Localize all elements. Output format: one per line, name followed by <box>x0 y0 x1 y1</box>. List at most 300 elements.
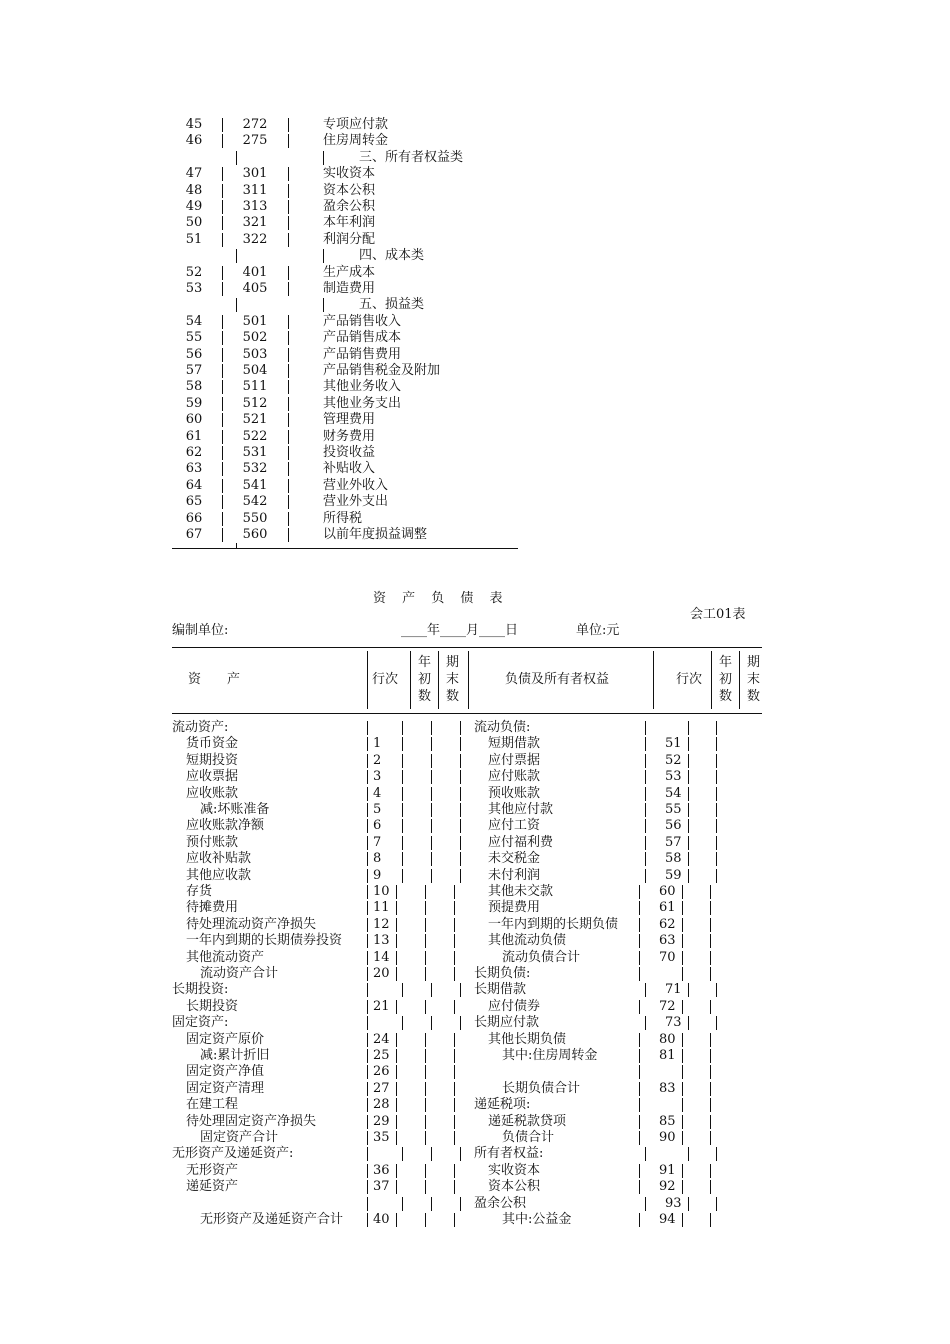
row-rule <box>682 1033 683 1047</box>
row-rule <box>367 754 368 768</box>
liability-row-no: 59 <box>665 867 682 883</box>
asset-row-no: 36 <box>373 1162 390 1178</box>
row-rule <box>460 737 461 751</box>
asset-item: 固定资产: <box>172 1015 229 1031</box>
account-separator <box>288 331 289 345</box>
row-rule <box>645 737 646 751</box>
asset-item: 其他应收款 <box>186 867 252 883</box>
row-rule <box>645 1197 646 1211</box>
account-name: 生产成本 <box>323 264 376 280</box>
row-rule <box>682 901 683 915</box>
liability-item: 其中:公益金 <box>502 1212 572 1227</box>
row-rule <box>688 852 689 866</box>
table-header-rule <box>172 713 762 714</box>
account-separator <box>222 364 223 378</box>
account-separator <box>288 380 289 394</box>
row-rule <box>688 787 689 801</box>
row-rule <box>367 1000 368 1014</box>
account-code: 512 <box>242 395 268 411</box>
row-rule <box>682 1000 683 1014</box>
row-rule <box>639 1131 640 1145</box>
row-rule <box>688 983 689 997</box>
account-separator <box>222 512 223 526</box>
asset-item: 固定资产净值 <box>186 1064 265 1080</box>
row-rule <box>682 934 683 948</box>
account-seq: 63 <box>185 461 203 477</box>
account-separator <box>222 216 223 230</box>
account-seq: 61 <box>185 428 203 444</box>
asset-item: 一年内到期的长期债券投资 <box>186 933 343 949</box>
account-code: 272 <box>242 117 268 132</box>
account-code: 503 <box>242 346 268 362</box>
asset-row-no: 4 <box>373 785 382 801</box>
account-separator <box>288 282 289 296</box>
row-rule <box>639 1065 640 1079</box>
row-rule <box>716 754 717 768</box>
header-column-rule <box>468 651 469 709</box>
account-code: 504 <box>242 363 268 378</box>
row-rule <box>396 1180 397 1194</box>
asset-item: 固定资产原价 <box>186 1031 265 1047</box>
row-rule <box>425 1115 426 1129</box>
row-rule <box>367 819 368 833</box>
account-separator <box>288 364 289 378</box>
liability-row-no: 60 <box>659 884 676 899</box>
liability-row-no: 94 <box>659 1212 676 1227</box>
account-separator <box>222 495 223 509</box>
section-separator <box>323 298 324 312</box>
row-rule <box>688 803 689 817</box>
header-begin: 年 <box>418 655 432 670</box>
liability-item: 长期借款 <box>474 982 527 998</box>
header-end: 末 <box>446 672 460 687</box>
asset-item: 无形资产及递延资产: <box>172 1146 294 1162</box>
account-code: 550 <box>242 510 268 526</box>
row-rule <box>367 967 368 981</box>
account-seq: 53 <box>185 281 203 296</box>
row-rule <box>688 1147 689 1161</box>
liability-item: 应付债券 <box>488 998 541 1014</box>
asset-row-no: 27 <box>373 1080 390 1096</box>
row-rule <box>402 869 403 883</box>
row-rule <box>639 1115 640 1129</box>
account-separator <box>288 495 289 509</box>
row-rule <box>682 1115 683 1129</box>
asset-row-no: 40 <box>373 1212 390 1227</box>
asset-item: 无形资产及递延资产合计 <box>200 1212 344 1227</box>
row-rule <box>454 1115 455 1129</box>
account-name: 利润分配 <box>323 231 376 247</box>
row-rule <box>367 901 368 915</box>
header-end: 末 <box>747 672 761 687</box>
row-rule <box>396 1049 397 1063</box>
account-separator <box>288 462 289 476</box>
header-column-rule <box>367 651 368 709</box>
row-rule <box>402 1197 403 1211</box>
liability-row-no: 81 <box>659 1048 676 1063</box>
row-rule <box>425 934 426 948</box>
row-rule <box>367 1147 368 1161</box>
row-rule <box>710 1164 711 1178</box>
row-rule <box>710 1115 711 1129</box>
asset-row-no: 28 <box>373 1097 390 1113</box>
row-rule <box>682 1082 683 1096</box>
account-separator <box>222 528 223 542</box>
liability-item: 其他流动负债 <box>488 933 567 949</box>
account-name: 实收资本 <box>323 166 376 182</box>
row-rule <box>454 1049 455 1063</box>
asset-row-no: 13 <box>373 933 390 949</box>
account-seq: 58 <box>185 379 203 395</box>
row-rule <box>688 721 689 735</box>
liability-item: 长期应付款 <box>474 1015 540 1031</box>
account-code: 311 <box>242 182 268 198</box>
header-begin: 年 <box>719 655 733 670</box>
row-rule <box>367 918 368 932</box>
row-rule <box>460 852 461 866</box>
row-rule <box>396 1131 397 1145</box>
row-rule <box>645 803 646 817</box>
row-rule <box>688 1197 689 1211</box>
account-code: 313 <box>242 199 268 214</box>
account-separator <box>288 233 289 247</box>
row-rule <box>645 1016 646 1030</box>
liability-row-no: 62 <box>659 916 676 932</box>
row-rule <box>688 754 689 768</box>
row-rule <box>425 951 426 965</box>
row-rule <box>716 869 717 883</box>
row-rule <box>716 819 717 833</box>
row-rule <box>688 836 689 850</box>
asset-row-no: 7 <box>373 834 382 850</box>
row-rule <box>454 1000 455 1014</box>
row-rule <box>425 1033 426 1047</box>
account-separator <box>222 380 223 394</box>
section-separator <box>236 249 237 263</box>
asset-item: 预付账款 <box>186 834 239 850</box>
row-rule <box>402 803 403 817</box>
row-rule <box>431 852 432 866</box>
row-rule <box>639 1049 640 1063</box>
row-rule <box>367 1213 368 1227</box>
row-rule <box>682 1180 683 1194</box>
account-separator <box>222 134 223 148</box>
row-rule <box>402 737 403 751</box>
row-rule <box>367 1098 368 1112</box>
row-rule <box>425 901 426 915</box>
account-separator <box>222 331 223 345</box>
header-end: 数 <box>747 689 761 704</box>
row-rule <box>367 1115 368 1129</box>
account-separator <box>288 528 289 542</box>
row-rule <box>454 885 455 899</box>
row-rule <box>460 836 461 850</box>
account-seq: 46 <box>185 133 203 149</box>
row-rule <box>460 1016 461 1030</box>
account-name: 以前年度损益调整 <box>323 527 428 542</box>
account-name: 产品销售成本 <box>323 330 402 346</box>
account-separator <box>288 200 289 214</box>
row-rule <box>682 885 683 899</box>
row-rule <box>710 918 711 932</box>
row-rule <box>645 836 646 850</box>
asset-item: 应收账款净额 <box>186 818 265 834</box>
row-rule <box>460 770 461 784</box>
asset-item: 存货 <box>186 884 213 899</box>
row-rule <box>367 1033 368 1047</box>
row-rule <box>431 787 432 801</box>
row-rule <box>396 885 397 899</box>
row-rule <box>460 787 461 801</box>
row-rule <box>460 983 461 997</box>
liability-item: 其他应付款 <box>488 802 554 817</box>
liability-row-no: 52 <box>665 752 682 768</box>
account-name: 产品销售收入 <box>323 313 402 329</box>
liability-item: 未交税金 <box>488 851 541 867</box>
account-name: 营业外支出 <box>323 494 389 510</box>
row-rule <box>716 787 717 801</box>
account-code: 401 <box>242 264 268 280</box>
account-name: 住房周转金 <box>323 133 389 149</box>
row-rule <box>425 1131 426 1145</box>
liability-item: 资本公积 <box>488 1179 541 1195</box>
row-rule <box>454 1180 455 1194</box>
account-name: 盈余公积 <box>323 199 376 214</box>
row-rule <box>710 1213 711 1227</box>
account-seq: 52 <box>185 264 203 280</box>
row-rule <box>460 819 461 833</box>
account-seq: 66 <box>185 510 203 526</box>
liability-row-no: 58 <box>665 851 682 867</box>
account-seq: 60 <box>185 412 203 428</box>
row-rule <box>402 787 403 801</box>
liability-row-no: 54 <box>665 785 682 801</box>
row-rule <box>425 885 426 899</box>
liability-item: 流动负债合计 <box>502 949 581 965</box>
row-rule <box>367 721 368 735</box>
liability-item: 应付账款 <box>488 769 541 785</box>
row-rule <box>645 1147 646 1161</box>
row-rule <box>710 967 711 981</box>
row-rule <box>402 836 403 850</box>
asset-item: 长期投资 <box>186 998 239 1014</box>
liability-item: 长期负债: <box>474 966 531 981</box>
row-rule <box>716 721 717 735</box>
row-rule <box>402 983 403 997</box>
row-rule <box>402 1147 403 1161</box>
table-top-rule <box>172 647 762 648</box>
row-rule <box>367 1065 368 1079</box>
row-rule <box>396 1115 397 1129</box>
liability-item: 递延税项: <box>474 1097 531 1113</box>
row-rule <box>425 1082 426 1096</box>
row-rule <box>645 754 646 768</box>
liability-item: 短期借款 <box>488 736 541 752</box>
asset-row-no: 12 <box>373 916 390 932</box>
row-rule <box>639 918 640 932</box>
liability-item: 其他未交款 <box>488 884 554 899</box>
row-rule <box>454 1131 455 1145</box>
row-rule <box>431 869 432 883</box>
row-rule <box>716 1147 717 1161</box>
row-rule <box>639 1098 640 1112</box>
row-rule <box>639 1164 640 1178</box>
account-separator <box>288 397 289 411</box>
liability-item: 应付福利费 <box>488 834 554 850</box>
liability-item: 长期负债合计 <box>502 1080 581 1096</box>
row-rule <box>460 869 461 883</box>
row-rule <box>710 1082 711 1096</box>
row-rule <box>460 754 461 768</box>
liability-row-no: 72 <box>659 998 676 1014</box>
liability-row-no: 63 <box>659 933 676 949</box>
row-rule <box>431 836 432 850</box>
asset-row-no: 35 <box>373 1130 390 1145</box>
liability-item: 负债合计 <box>502 1130 555 1145</box>
account-separator <box>222 413 223 427</box>
liability-row-no: 57 <box>665 834 682 850</box>
row-rule <box>431 754 432 768</box>
row-rule <box>710 1065 711 1079</box>
section-separator <box>323 249 324 263</box>
header-row-no: 行次 <box>372 672 399 687</box>
row-rule <box>688 770 689 784</box>
liability-row-no: 70 <box>659 949 676 965</box>
row-rule <box>688 819 689 833</box>
account-separator <box>288 446 289 460</box>
header-begin: 数 <box>418 689 432 704</box>
row-rule <box>710 901 711 915</box>
account-seq: 55 <box>185 330 203 346</box>
account-separator <box>222 462 223 476</box>
liability-row-no: 56 <box>665 818 682 834</box>
liability-row-no: 85 <box>659 1113 676 1129</box>
row-rule <box>396 918 397 932</box>
row-rule <box>682 967 683 981</box>
row-rule <box>460 1147 461 1161</box>
row-rule <box>682 1164 683 1178</box>
account-name: 其他业务收入 <box>323 379 402 395</box>
row-rule <box>454 918 455 932</box>
account-name: 财务费用 <box>323 428 376 444</box>
row-rule <box>431 1197 432 1211</box>
row-rule <box>425 1213 426 1227</box>
row-rule <box>396 1000 397 1014</box>
row-rule <box>639 1082 640 1096</box>
row-rule <box>454 967 455 981</box>
asset-item: 减:累计折旧 <box>200 1048 270 1063</box>
liability-item: 其中:住房周转金 <box>502 1048 598 1063</box>
row-rule <box>645 770 646 784</box>
row-rule <box>367 885 368 899</box>
account-seq: 47 <box>185 166 203 182</box>
asset-row-no: 24 <box>373 1031 390 1047</box>
row-rule <box>396 934 397 948</box>
asset-row-no: 11 <box>373 900 390 916</box>
row-rule <box>367 983 368 997</box>
liability-row-no: 91 <box>659 1162 676 1178</box>
row-rule <box>367 770 368 784</box>
account-separator <box>222 397 223 411</box>
liability-item: 未付利润 <box>488 867 541 883</box>
header-column-rule <box>438 651 439 709</box>
account-separator <box>288 413 289 427</box>
header-row-no: 行次 <box>676 672 703 687</box>
row-rule <box>682 918 683 932</box>
account-code: 560 <box>242 527 268 542</box>
account-separator <box>222 200 223 214</box>
liability-item: 盈余公积 <box>474 1195 527 1211</box>
account-separator <box>288 167 289 181</box>
account-seq: 49 <box>185 199 203 214</box>
row-rule <box>431 983 432 997</box>
asset-row-no: 3 <box>373 769 382 785</box>
account-separator <box>288 512 289 526</box>
header-column-rule <box>711 651 712 709</box>
account-seq: 56 <box>185 346 203 362</box>
row-rule <box>710 885 711 899</box>
row-rule <box>396 1164 397 1178</box>
account-separator <box>288 348 289 362</box>
row-rule <box>402 852 403 866</box>
row-rule <box>367 1049 368 1063</box>
row-rule <box>645 819 646 833</box>
liability-row-no: 53 <box>665 769 682 785</box>
row-rule <box>454 1065 455 1079</box>
row-rule <box>367 1164 368 1178</box>
row-rule <box>425 1049 426 1063</box>
row-rule <box>425 918 426 932</box>
row-rule <box>454 1082 455 1096</box>
account-seq: 45 <box>185 117 203 132</box>
row-rule <box>454 951 455 965</box>
liability-row-no: 51 <box>665 736 682 752</box>
row-rule <box>716 983 717 997</box>
row-rule <box>425 1180 426 1194</box>
account-seq: 64 <box>185 477 203 493</box>
account-name: 本年利润 <box>323 215 376 231</box>
account-separator <box>222 266 223 280</box>
row-rule <box>454 1164 455 1178</box>
account-seq: 57 <box>185 363 203 378</box>
asset-item: 固定资产合计 <box>200 1130 279 1145</box>
account-separator <box>222 479 223 493</box>
account-code: 322 <box>242 231 268 247</box>
form-code: 会工01表 <box>690 607 746 622</box>
row-rule <box>454 1098 455 1112</box>
row-rule <box>367 836 368 850</box>
row-rule <box>645 721 646 735</box>
header-column-rule <box>739 651 740 709</box>
asset-item: 待处理固定资产净损失 <box>186 1113 317 1129</box>
account-section-heading: 三、所有者权益类 <box>359 149 464 165</box>
row-rule <box>639 885 640 899</box>
asset-item: 流动资产: <box>172 720 229 735</box>
row-rule <box>402 754 403 768</box>
account-code: 542 <box>242 494 268 510</box>
account-seq: 48 <box>185 182 203 198</box>
row-rule <box>367 1016 368 1030</box>
liability-row-no: 80 <box>659 1031 676 1047</box>
asset-item: 待摊费用 <box>186 900 239 916</box>
account-bottom-tick <box>236 543 237 549</box>
account-separator <box>288 479 289 493</box>
row-rule <box>682 1065 683 1079</box>
account-separator <box>222 184 223 198</box>
header-column-rule <box>653 651 654 709</box>
asset-row-no: 29 <box>373 1113 390 1129</box>
account-name: 投资收益 <box>323 445 376 460</box>
